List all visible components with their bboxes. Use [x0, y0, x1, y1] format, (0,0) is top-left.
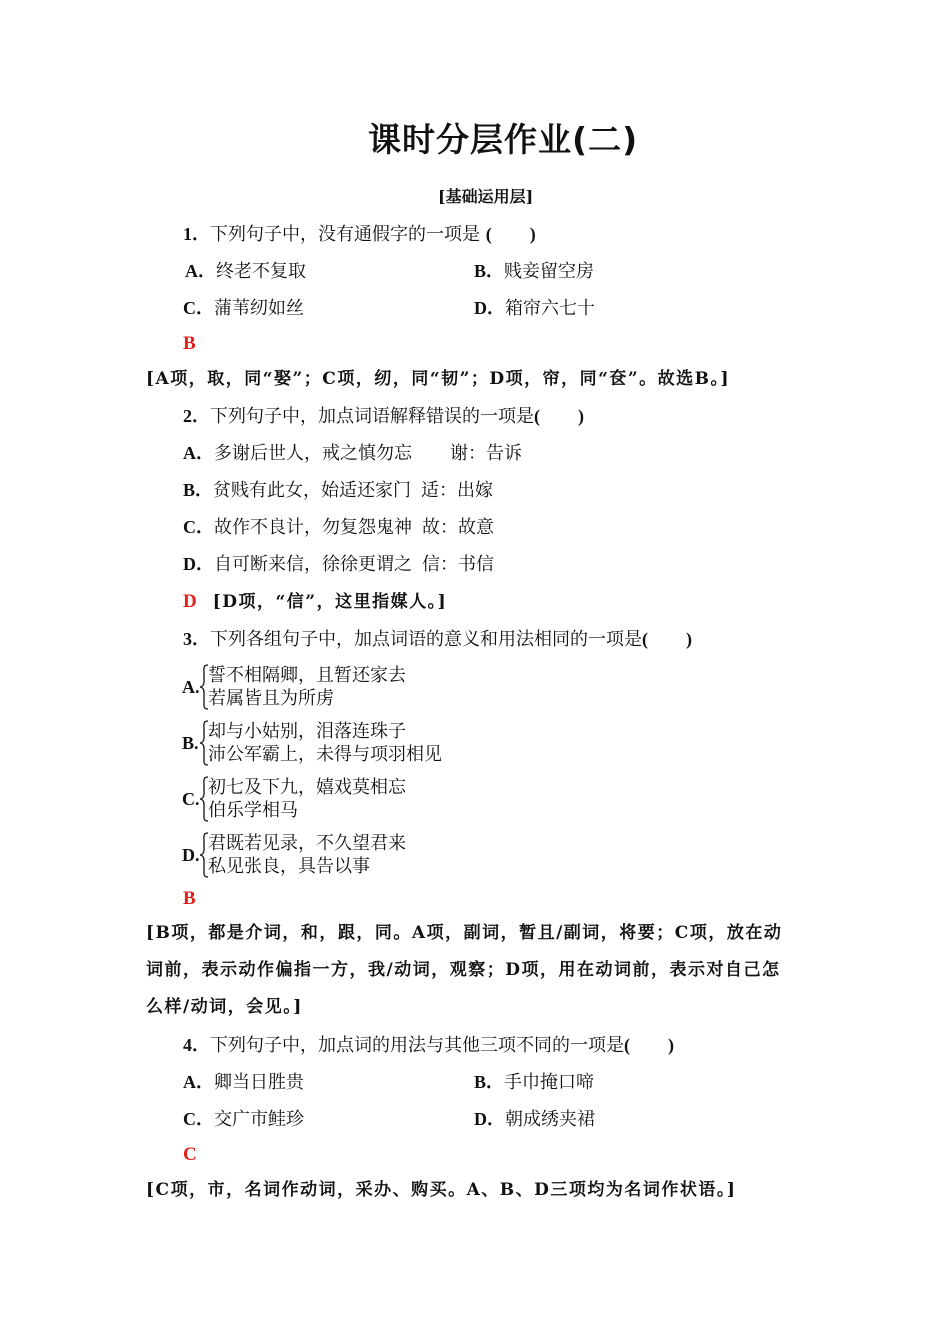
question-1-answer: B	[183, 333, 196, 354]
question-2-answer: D	[183, 591, 197, 612]
paren-open: (	[534, 406, 540, 426]
option-text: 卿当日胜贵	[214, 1072, 304, 1093]
paren-open: (	[624, 1035, 630, 1055]
option-text: 多谢后世人，戒之慎勿忘	[214, 443, 412, 464]
option-text: 手巾掩口啼	[504, 1072, 595, 1093]
question-text: 下列句子中，没有通假字的一项是	[210, 224, 480, 245]
option-label: B．	[183, 480, 214, 500]
option-label: C．	[183, 1109, 214, 1129]
option-label: B．	[474, 1072, 505, 1092]
paren-close: )	[686, 629, 692, 649]
option-text: 箱帘六七十	[505, 298, 595, 319]
option-line-1: 却与小姑别，泪落连珠子	[208, 721, 406, 742]
question-3-explanation-line-3: 么样/动词，会见。]	[146, 997, 303, 1017]
option-line-1: 君既若见录，不久望君来	[208, 833, 406, 854]
option-text: 朝成绣夹裙	[505, 1109, 595, 1130]
question-1-stem	[183, 222, 536, 247]
option-line-2: 私见张良，具告以事	[208, 856, 370, 877]
question-3-explanation-line-1: [B项，都是介词，和，跟，同。A项，副词，暂且/副词，将要；C项，放在动	[146, 923, 783, 943]
option-label: D．	[183, 554, 214, 574]
option-label: B．	[474, 261, 505, 281]
paren-open: (	[485, 224, 492, 244]
question-1-option-c	[183, 296, 304, 321]
page-title: 课时分层作业(二)	[368, 120, 639, 159]
option-label: C．	[183, 298, 214, 318]
question-3-answer: B	[183, 888, 196, 909]
question-number: 1．	[183, 224, 210, 244]
option-label: D．	[474, 298, 505, 318]
option-label: D．	[474, 1109, 505, 1129]
option-label: A.	[182, 677, 200, 697]
section-heading: [基础运用层]	[438, 187, 534, 206]
option-text: 蒲苇纫如丝	[214, 298, 304, 319]
option-text: 自可断来信，徐徐更谓之	[214, 554, 412, 575]
question-4-answer: C	[183, 1144, 197, 1165]
paren-close: )	[668, 1035, 674, 1055]
question-text: 下列句子中，加点词语解释错误的一项是	[210, 406, 534, 427]
option-label: A．	[185, 261, 216, 281]
option-text: 故作不良计，勿复怨鬼神	[214, 517, 412, 538]
option-label: A．	[183, 443, 214, 463]
question-4-option-a	[183, 1070, 304, 1095]
option-gloss: 信：书信	[422, 554, 494, 575]
question-text: 下列各组句子中，加点词语的意义和用法相同的一项是	[210, 629, 642, 650]
option-line-1: 誓不相隔卿，且暂还家去	[208, 665, 406, 686]
question-2-explanation: [D项，“信”，这里指媒人。]	[212, 592, 448, 612]
option-text: 贫贱有此女，始适还家门	[213, 480, 412, 501]
question-2-option-b	[183, 478, 493, 503]
question-3-stem	[183, 627, 692, 652]
question-1-option-d	[474, 296, 595, 321]
question-number: 2．	[183, 406, 210, 426]
option-label: D.	[182, 845, 200, 865]
option-line-1: 初七及下九，嬉戏莫相忘	[208, 777, 406, 798]
option-text: 终老不复取	[216, 261, 306, 282]
question-4-option-c	[183, 1107, 304, 1132]
option-label: C．	[183, 517, 214, 537]
question-1-option-b	[474, 259, 594, 284]
question-4-option-d	[474, 1107, 595, 1132]
question-2-option-d	[183, 552, 494, 577]
question-2-answer-row	[183, 590, 447, 614]
question-3-explanation-line-2: 词前，表示动作偏指一方，我/动词，观察；D项，用在动词前，表示对自己怎	[146, 960, 781, 980]
option-text: 贱妾留空房	[504, 261, 595, 282]
option-label: C.	[182, 789, 200, 809]
question-4-stem	[183, 1033, 674, 1058]
option-line-2: 若属皆且为所虏	[208, 688, 334, 709]
option-line-2: 沛公军霸上，未得与项羽相见	[208, 744, 442, 765]
question-number: 4．	[183, 1035, 210, 1055]
question-2-stem	[183, 404, 584, 429]
question-1-explanation: [A项，取，同“娶”；C项，纫，同“韧”；D项，帘，同“奁”。故选B。]	[146, 369, 731, 389]
question-2-option-c	[183, 515, 494, 540]
question-number: 3．	[183, 629, 210, 649]
question-4-explanation: [C项，市，名词作动词，采办、购买。A、B、D三项均为名词作状语。]	[146, 1180, 737, 1200]
option-label: B.	[182, 733, 199, 753]
question-2-option-a	[183, 441, 522, 466]
option-label: A．	[183, 1072, 214, 1092]
question-text: 下列句子中，加点词的用法与其他三项不同的一项是	[210, 1035, 624, 1056]
option-gloss: 适：出嫁	[421, 480, 494, 501]
question-1-option-a	[185, 259, 306, 284]
option-text: 交广市鲑珍	[214, 1109, 304, 1130]
paren-close: )	[529, 224, 536, 244]
option-gloss: 故：故意	[422, 517, 494, 538]
question-4-option-b	[474, 1070, 594, 1095]
option-line-2: 伯乐学相马	[208, 800, 298, 821]
paren-close: )	[578, 406, 584, 426]
paren-open: (	[642, 629, 648, 649]
option-gloss: 谢：告诉	[450, 443, 522, 464]
